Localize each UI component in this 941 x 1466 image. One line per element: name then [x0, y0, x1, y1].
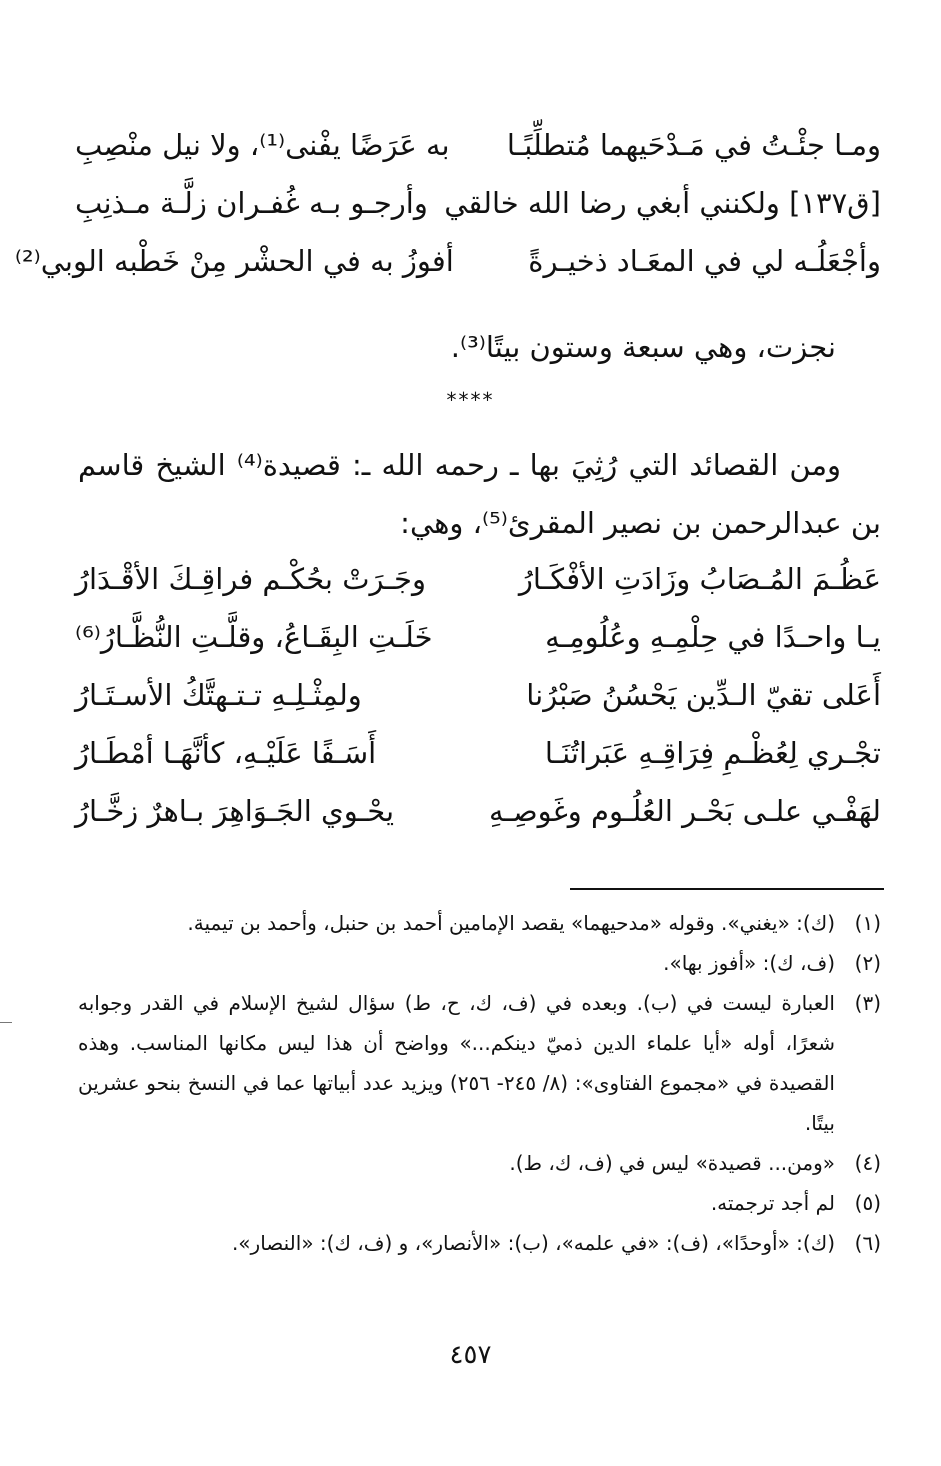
section-separator: ****	[446, 388, 495, 412]
intro-paragraph	[78, 436, 881, 552]
footnote-text: (ف، ك): «أفوز بها».	[663, 951, 835, 975]
verse-line	[75, 782, 881, 840]
footnote-item	[78, 1223, 881, 1263]
footnote-item	[78, 1143, 881, 1183]
footnote-text: لم أجد ترجمته.	[710, 1191, 835, 1215]
footnote-number: (٦)	[854, 1231, 881, 1255]
footnote-item	[78, 903, 881, 943]
footnotes	[78, 903, 881, 1263]
footnote-item	[78, 983, 881, 1143]
verse-line	[75, 608, 881, 666]
verse-line	[14, 232, 881, 290]
verse-second-hemistich: به عَرَضًا يفْنى⁽¹⁾، ولا نيل منْصِبِ	[75, 128, 450, 162]
verse-second-hemistich: يحْـوي الجَـوَاهِرَ بـاهرٌ زخَّـارُ	[75, 794, 395, 828]
verse-line	[75, 116, 881, 174]
verse-second-hemistich: ولمِثْـلِـهِ تـتـهتَّكُ الأسـتَـارُ	[75, 678, 362, 712]
verse-line	[75, 666, 881, 724]
page-number: ٤٥٧	[449, 1340, 492, 1370]
margin-mark	[0, 1022, 12, 1023]
verse-first-hemistich: عَظُـمَ المُـصَابُ وزَادَتِ الأفْكَـارُ	[518, 562, 881, 596]
footnote-text: (ك): «أوحدًا»، (ف): «في علمه»، (ب): «الأنصار»، و (ف، ك): «النصار».	[231, 1231, 835, 1255]
verse-first-hemistich: ومـا جئْـتُ في مَـدْحَيهما مُتطلِّبًـا	[506, 128, 881, 162]
verse-line	[75, 724, 881, 782]
verse-line	[75, 174, 881, 232]
verse-first-hemistich: أَعَلى تقيّ الـدِّين يَحْسُنُ صَبْرُنا	[526, 678, 881, 712]
closing-note	[78, 318, 836, 376]
footnote-number: (٣)	[854, 991, 881, 1015]
verse-second-hemistich: أَسَـفًا عَلَيْـهِ، كأنَّهَـا أمْطَـارُ	[75, 736, 377, 770]
verse-first-hemistich: يـا واحـدًا في حِلْمِـهِ وعُلُومِـهِ	[545, 620, 881, 654]
footnote-item	[78, 1183, 881, 1223]
intro-text: ومن القصائد التي رُثِيَ بها ـ رحمه الله ـ: قصيدة⁽⁴⁾ الشيخ قاسم بن عبدالرحمن بن نصير المقرئ⁽⁵⁾، وهي:	[78, 448, 881, 540]
verse-second-hemistich: وأرجـو بـه غُفـران زلَّـة مـذنِبِ	[75, 186, 428, 220]
footnote-text: «ومن... قصيدة» ليس في (ف، ك، ط).	[509, 1151, 835, 1175]
footnote-number: (١)	[854, 911, 881, 935]
footnote-text: العبارة ليست في (ب). وبعده في (ف، ك، ح، ط) سؤال لشيخ الإسلام في القدر وجوابه شعرًا، أوله «أيا علماء الدين ذميّ دينكم...» وواضح أن هذا ليس مكانها المناسب. وهذه القصيدة في «مجموع الفتاوى»: (٨/ ٢٤٥- ٢٥٦) ويزيد عدد أبياتها عما في النسخ بنحو عشرين بيتًا.	[78, 991, 835, 1135]
footnote-number: (٤)	[854, 1151, 881, 1175]
verse-second-hemistich: خَلَـتِ البِقَـاعُ، وقلَّـتِ النُّظَّـارُ⁽⁶⁾	[75, 620, 433, 654]
verse-second-hemistich: وجَـرَتْ بحُكْـم فراقِـكَ الأقْـدَارُ	[75, 562, 426, 596]
footnote-number: (٥)	[854, 1191, 881, 1215]
verse-line	[75, 550, 881, 608]
verse-second-hemistich: أفوزُ به في الحشْر مِنْ خَطْبه الوبي⁽²⁾	[14, 244, 454, 278]
closing-text: نجزت، وهي سبعة وستون بيتًا⁽³⁾.	[450, 330, 836, 364]
footnote-divider	[570, 888, 884, 890]
footnote-number: (٢)	[854, 951, 881, 975]
verse-first-hemistich: [ق١٣٧] ولكنني أبغي رضا الله خالقي	[444, 186, 881, 220]
poem-1	[14, 116, 881, 290]
verse-first-hemistich: لهَفْـي علـى بَحْـر العُلُـوم وغَوصِـهِ	[488, 794, 881, 828]
verse-first-hemistich: وأجْعَلُـه لي في المعَـاد ذخيـرةً	[528, 244, 881, 278]
footnote-item	[78, 943, 881, 983]
verse-first-hemistich: تجْـري لِعُظْـمِ فِرَاقِـهِ عَبَراتُنَـا	[544, 736, 881, 770]
footnote-text: (ك): «يغني». وقوله «مدحيهما» يقصد الإمامين أحمد بن حنبل، وأحمد بن تيمية.	[187, 911, 835, 935]
poem-2	[75, 550, 881, 840]
